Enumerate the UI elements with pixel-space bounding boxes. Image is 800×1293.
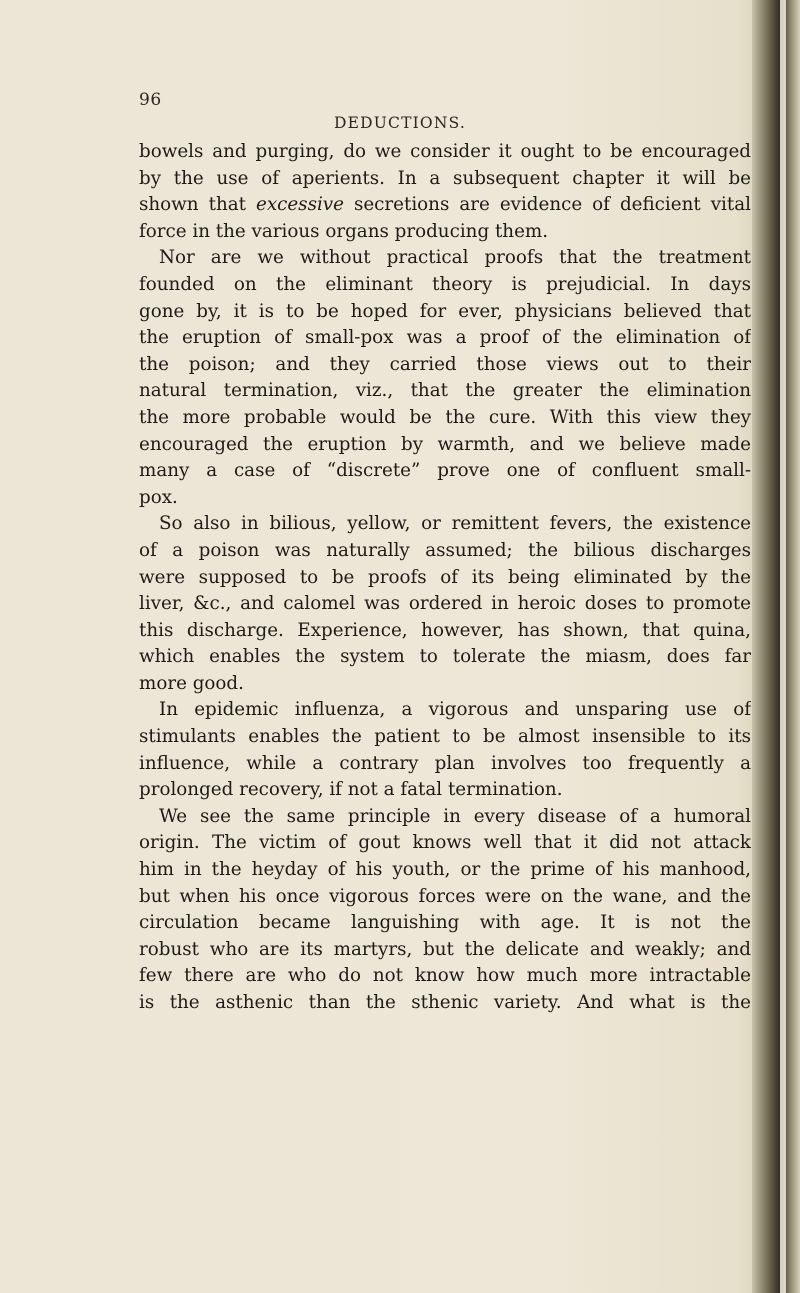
text-line: many a case of “discrete” prove one of confluent small- bbox=[139, 460, 751, 482]
text-line: influence, while a contrary plan involves too frequently a bbox=[139, 752, 751, 774]
text-line: of a poison was naturally assumed; the bilious discharges bbox=[139, 539, 751, 561]
emphasized-word: excessive bbox=[256, 194, 344, 216]
page-number: 96 bbox=[139, 90, 162, 110]
text-line: the poison; and they carried those views out to their bbox=[139, 353, 751, 375]
text-line: origin. The victim of gout knows well that it did not attack bbox=[139, 832, 751, 854]
text-line: founded on the eliminant theory is prejudicial. In days bbox=[139, 273, 751, 295]
text-line: encouraged the eruption by warmth, and we believe made bbox=[139, 433, 751, 455]
text-line: In epidemic influenza, a vigorous and unsparing use of bbox=[159, 699, 751, 721]
text-line: gone by, it is to be hoped for ever, physicians believed that bbox=[139, 300, 751, 322]
text-line: robust who are its martyrs, but the delicate and weakly; and bbox=[139, 938, 751, 960]
binding-gutter bbox=[752, 0, 800, 1293]
text-line: the more probable would be the cure. With this view they bbox=[139, 406, 751, 428]
text-line: but when his once vigorous forces were on the wane, and the bbox=[139, 885, 751, 907]
text-line: Nor are we without practical proofs that the treatment bbox=[159, 247, 751, 269]
text-line: were supposed to be proofs of its being eliminated by the bbox=[139, 566, 751, 588]
text-line: which enables the system to tolerate the miasm, does far bbox=[139, 646, 751, 668]
text-line: force in the various organs producing them. bbox=[139, 220, 549, 242]
text-line: We see the same principle in every disease of a humoral bbox=[159, 805, 751, 827]
text-line: So also in bilious, yellow, or remittent fevers, the existence bbox=[159, 513, 751, 535]
text-line: more good. bbox=[139, 672, 244, 694]
text-line: prolonged recovery, if not a fatal termination. bbox=[139, 779, 563, 801]
text-line: bowels and purging, do we consider it ought to be encouraged bbox=[139, 141, 751, 162]
text-line: natural termination, viz., that the greater the elimination bbox=[139, 380, 751, 402]
text-line: is the asthenic than the sthenic variety. And what is the bbox=[139, 992, 751, 1013]
text-segment: shown that bbox=[139, 194, 256, 216]
text-line: stimulants enables the patient to be almost insensible to its bbox=[139, 726, 751, 748]
text-line: few there are who do not know how much more intractable bbox=[139, 965, 751, 987]
text-line: liver, &c., and calomel was ordered in heroic doses to promote bbox=[139, 593, 751, 615]
text-line: circulation became languishing with age. It is not the bbox=[139, 912, 751, 934]
text-line: by the use of aperients. In a subsequent chapter it will be bbox=[139, 167, 751, 189]
text-line: this discharge. Experience, however, has shown, that quina, bbox=[139, 619, 751, 641]
running-head: DEDUCTIONS. bbox=[333, 114, 467, 132]
text-line: him in the heyday of his youth, or the prime of his manhood, bbox=[139, 859, 751, 881]
page-edge bbox=[780, 0, 786, 1293]
text-line: pox. bbox=[139, 486, 178, 508]
text-segment: secretions are evidence of deficient vital bbox=[343, 194, 751, 216]
text-line bbox=[139, 192, 751, 219]
text-line: the eruption of small-pox was a proof of the elimination of bbox=[139, 327, 751, 349]
body-text bbox=[139, 139, 751, 1017]
